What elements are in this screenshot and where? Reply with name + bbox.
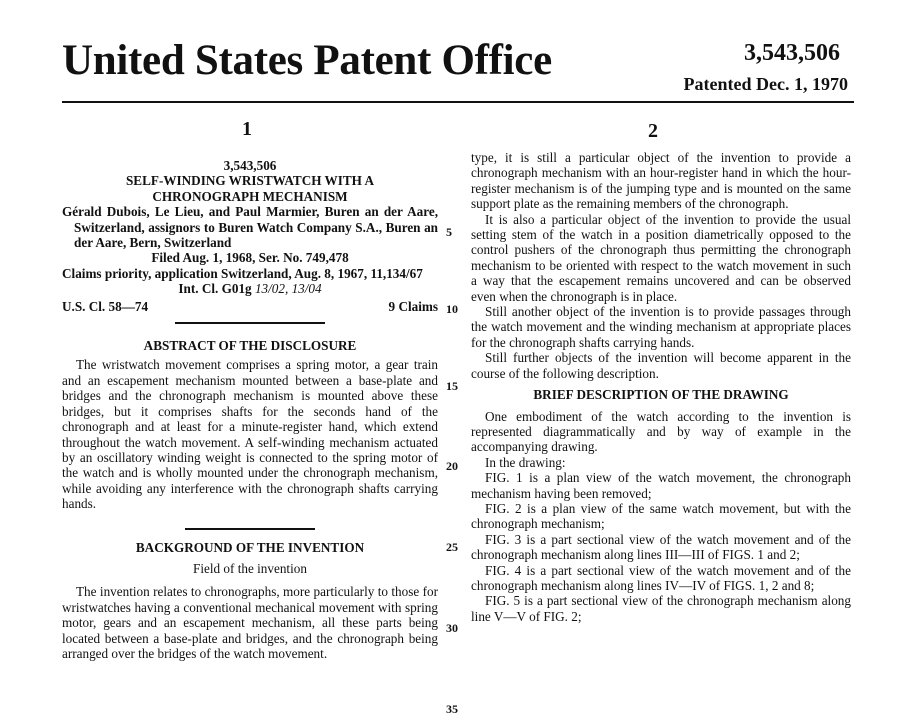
abstract-heading: ABSTRACT OF THE DISCLOSURE [143,338,357,354]
line-number: 5 [446,225,452,239]
line-number: 15 [446,379,458,393]
paragraph: type, it is still a particular object of the invention to provide a chronograph mechanism with an hour-register hand in which the hour-register mechanism is of the jumping type and is mounted on the same support plate as the remaining members of the chronograph. [471,150,851,212]
paragraph: Still further objects of the invention will become apparent in the course of the following description. [471,350,851,381]
figure-description: FIG. 5 is a part sectional view of the chronograph mechanism along line V—V of FIG. 2; [471,593,851,624]
right-column [471,150,851,624]
field-heading: Field of the invention [193,560,307,576]
invention-title-line2: CHRONOGRAPH MECHANISM [152,188,348,204]
column-number-right: 2 [648,120,658,142]
line-number: 20 [446,459,458,473]
patented-date: Patented Dec. 1, 1970 [683,74,848,94]
classification-row [62,299,438,314]
line-number: 30 [446,621,458,635]
divider-rule [175,322,325,324]
figure-description: FIG. 4 is a part sectional view of the watch movement and of the chronograph mechanism along lines IV—IV of FIGS. 1, 2 and 8; [471,562,851,593]
intcl-value: 13/02, 13/04 [254,281,322,297]
line-number-gutter [446,0,466,720]
paragraph: In the drawing: [485,454,566,470]
background-heading: BACKGROUND OF THE INVENTION [135,539,365,555]
abstract-text: The wristwatch movement comprises a spring motor, a gear train and an escapement mechanism mounted between a base-plate and bridges and the chronograph mechanism is mounted above these bridges, but it comprises shafts for the seconds hand of the chronograph and at least for a minute-register hand, which extend throughout the watch movement. A self-winding mechanism actuated by an oscillatory winding weight is connected to the spring motor of the watch and is wholly mounted under the chronograph mechanism, while avoiding any interference with the chronograph shafts carrying hands. [62,357,438,512]
paragraph: It is also a particular object of the invention to provide the usual setting stem of the watch in a position diametrically opposed to the control pushers of the chronograph thus permitting the chronograph mechanism to be oriented with respect to the watch movement in such a way that the escapement remains uncovered and can be observed even when the chronograph is in place. [471,211,851,304]
invention-title-line1: SELF-WINDING WRISTWATCH WITH A [125,173,375,189]
line-number: 10 [446,302,458,316]
line-number: 25 [446,540,458,554]
us-class: U.S. Cl. 58—74 [62,298,149,314]
front-patent-number: 3,543,506 [223,158,277,173]
paragraph: One embodiment of the watch according to the invention is represented diagrammatically and by way of example in the accompanying drawing. [471,408,851,455]
intcl-label: Int. Cl. G01g [178,281,252,297]
priority-claim: Claims priority, application Switzerland, Aug. 8, 1967, 11,134/67 [62,265,423,281]
column-number-left: 1 [242,118,252,140]
figure-description: FIG. 1 is a plan view of the watch movement, the chronograph mechanism having been removed; [471,470,851,501]
office-title: United States Patent Office [62,37,552,84]
filing-info: Filed Aug. 1, 1968, Ser. No. 749,478 [151,250,349,266]
divider-rule [185,528,315,530]
figure-description: FIG. 3 is a part sectional view of the watch movement and of the chronograph mechanism along lines III—III of FIGS. 1 and 2; [471,531,851,563]
patent-number: 3,543,506 [744,40,840,66]
figure-description: FIG. 2 is a plan view of the same watch movement, but with the chronograph mechanism; [471,500,851,532]
international-class [62,281,438,296]
brief-description-heading: BRIEF DESCRIPTION OF THE DRAWING [533,387,789,403]
line-number: 35 [446,702,458,716]
claims-count: 9 Claims [388,298,438,314]
left-column [62,158,438,661]
inventors: Gérald Dubois, Le Lieu, and Paul Marmier, Buren an der Aare, Switzerland, assignors to Buren Watch Company S.A., Buren an der Aare, Bern, Switzerland [62,204,438,251]
background-text: The invention relates to chronographs, more particularly to those for wristwatches having a conventional mechanical movement with spring motor, gears and an escapement mechanism, all these parts being located between a base-plate and bridges, and the chronograph being arranged over the bridges of the watch movement. [62,584,438,661]
paragraph: Still another object of the invention is to provide passages through the watch movement and the winding mechanism at appropriate places for the chronograph shafts carrying hands. [471,304,851,350]
